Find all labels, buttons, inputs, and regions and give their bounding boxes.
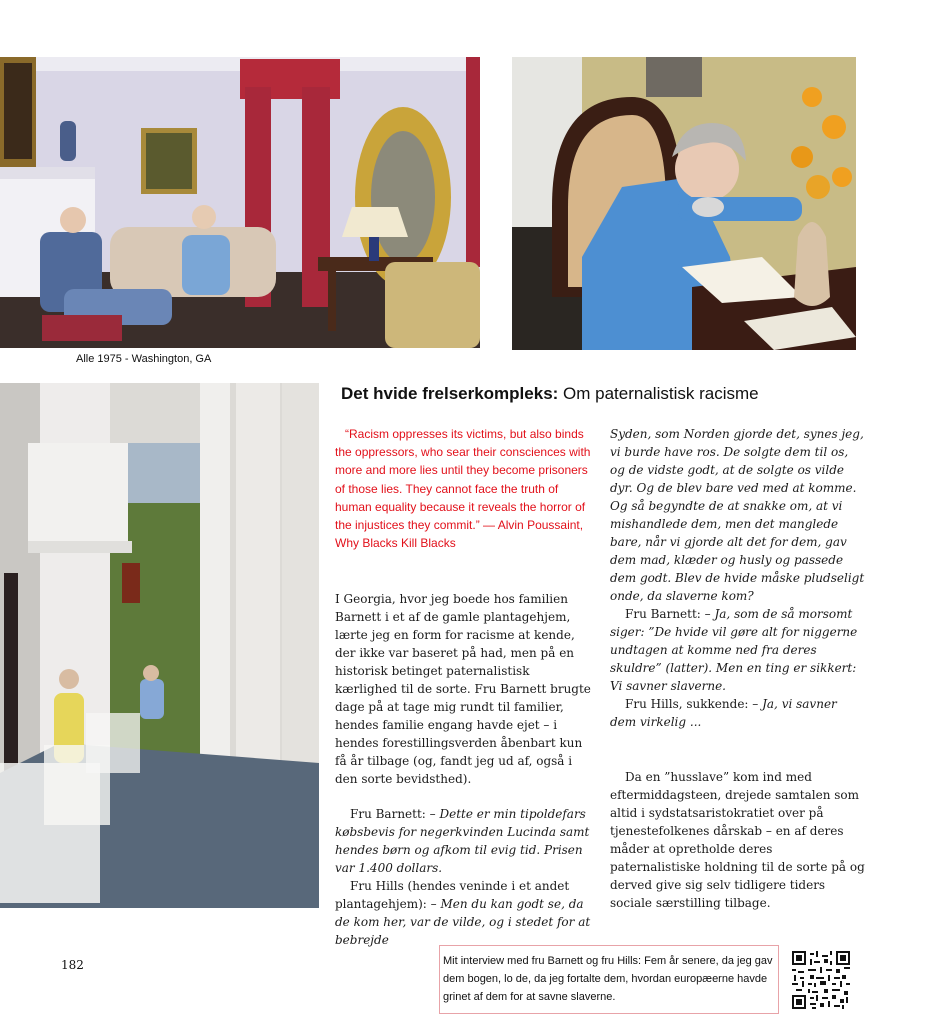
headline-bold: Det hvide frelserkompleks: [341,384,559,403]
page-number: 182 [61,958,84,972]
dialogue-paragraph [335,877,593,949]
intro-paragraph: I Georgia, hvor jeg boede hos familien Barnett i et af de gamle plantagehjem, lærte jeg en form for racisme at kende, der ikke var baseret på had, men på en historisk betinget paternalistisk kærlighed til de sorte. Fru Barnett brugte dage på at tage mig rundt til familier, hendes familie engang havde ejet – i hendes forestillingsverden åbenbart kun få år tilbage (og, fandt jeg ud af, også i den sorte bevidsthed). [335,592,591,786]
dialogue-speaker: Fru Barnett: – [625,607,715,621]
dialogue-speaker: Fru Hills (hendes veninde i et andet plantagehjem): – [335,879,570,911]
photo-caption: Alle 1975 - Washington, GA [76,353,212,365]
footnote-box: Mit interview med fru Barnett og fru Hills: Fem år senere, da jeg gav dem bogen, lo de, da jeg fortalte dem, hvordan europæerne havde grinet af dem for at savne slaverne. [439,945,779,1014]
qr-code[interactable] [792,951,850,1009]
dialogue-line: Ja, som de så morsomt siger: ”De hvide vil gøre alt for niggerne undtagen at komme ned fra deres skuldre” (latter). Men en ting er sikkert: Vi savner slaverne. [610,607,858,693]
dialogue-line: Men du kan godt se, da de kom her, var de vilde, og i stedet for at bebrejde [335,897,591,947]
dialogue-paragraph [335,805,593,877]
text-column-right [610,425,865,912]
parlor-photo [0,57,480,348]
text-column-left [335,590,593,949]
dialogue-line: Dette er min tipoldefars købsbevis for negerkvinden Lucinda samt hendes børn og afkom til evig tid. Prisen var 1.400 dollars. [335,807,590,875]
article-headline [341,384,901,404]
reading-photo [512,57,856,350]
dialogue-paragraph [610,605,865,695]
porch-photo [0,383,319,908]
dialogue-speaker: Fru Barnett: – [350,807,440,821]
continued-dialogue: Syden, som Norden gjorde det, synes jeg, vi burde have ros. De solgte dem til os, og de vidste godt, at de solgte os vilde dyr. Og de blev bare ved med at komme. Og så begyndte de at snakke om, at vi mishandlede dem, men det manglede bare, når vi gjorde alt det for dem, gav dem mad, klæder og husly og passede dem godt. Blev de hvide måske pludseligt onde, da slaverne kom? [610,427,865,603]
epigraph-quote: “Racism oppresses its victims, but also binds the oppressors, who sear their consciences with more and more lies until they become prisoners of those lies. They cannot face the truth of human equality because it reveals the horror of the injustices they commit.” — Alvin Poussaint, Why Blacks Kill Blacks [335,427,591,551]
dialogue-speaker: Fru Hills, sukkende: – [625,697,763,711]
closing-paragraph: Da en ”husslave” kom ind med eftermiddagsteen, drejede samtalen som altid i sydstatsaristokratiet over på tjenestefolkenes dårskab – en af deres måder at opretholde deres paternalistiske holdning til de sorte på og derved give sig selv tidligere tiders sociale særstilling tilbage. [610,770,865,910]
dialogue-line: Ja, vi savner dem virkelig ... [610,697,837,729]
headline-rest: Om paternalistisk racisme [558,384,759,403]
dialogue-paragraph [610,695,865,731]
